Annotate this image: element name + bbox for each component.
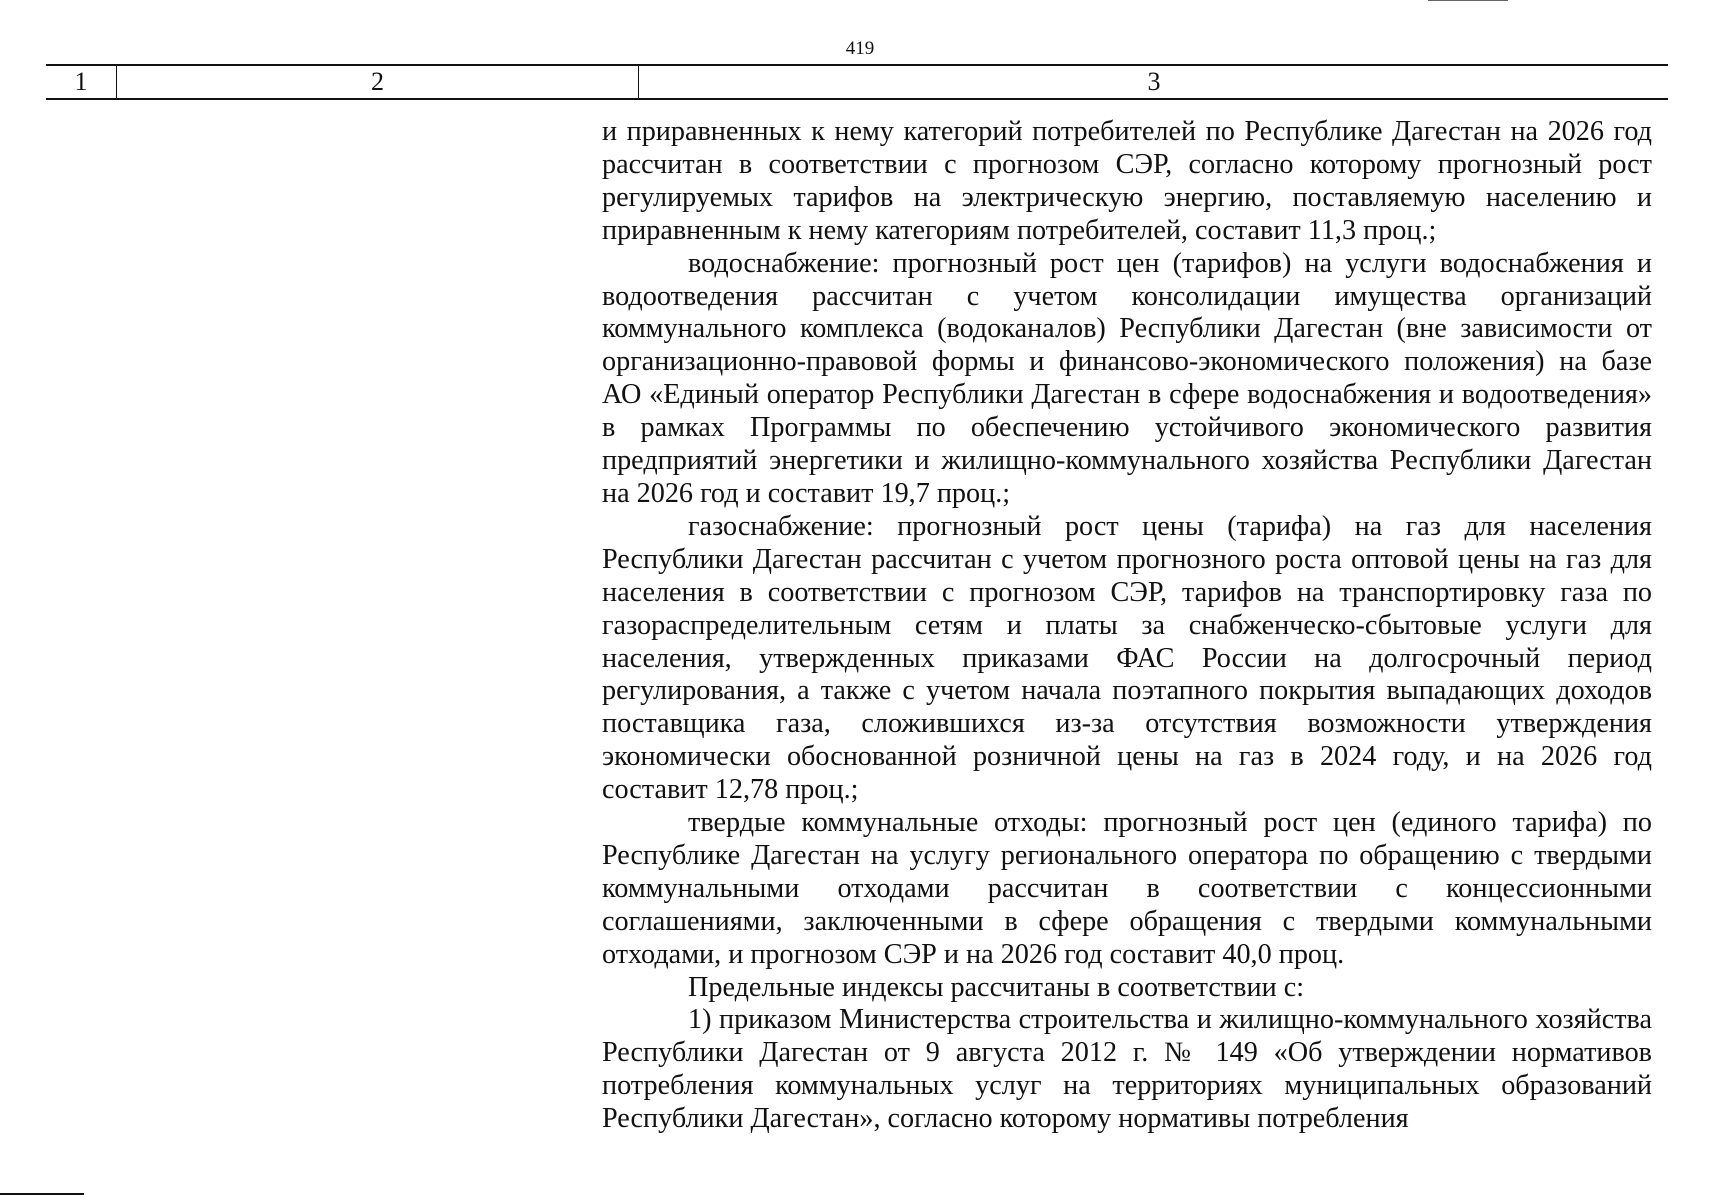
paragraph-water-supply: водоснабжение: прогнозный рост цен (тарифов) на услуги водоснабжения и водоотведения рассчитан с учетом консолидации имущества организаций коммунального комплекса (водоканалов) Республики Дагестан (вне зависимости от организационно-правовой формы и финансово-экономического положения) на базе АО «Единый оператор Республики Дагестан в сфере водоснабжения и водоотведения» в рамках Программы по обеспечению устойчивого экономического развития предприятий энергетики и жилищно-коммунального хозяйства Республики Дагестан на 2026 год и составит 19,7 проц.; xyxy=(602,247,1652,509)
paragraph-gas-supply: газоснабжение: прогнозный рост цены (тарифа) на газ для населения Республики Дагестан рассчитан с учетом прогнозного роста оптовой цены на газ для населения в соответствии с прогнозом СЭР, тарифов на транспортировку газа по газораспределительным сетям и платы за снабженческо-сбытовые услуги для населения, утвержденных приказами ФАС России на долгосрочный период регулирования, а также с учетом начала поэтапного покрытия выпадающих доходов поставщика газа, сложившихся из-за отсутствия возможности утверждения экономически обоснованной розничной цены на газ в 2024 году, и на 2026 год составит 12,78 проц.; xyxy=(602,510,1652,806)
page-number: 419 xyxy=(845,38,875,59)
column-header-2: 2 xyxy=(117,66,639,98)
document-body xyxy=(602,116,1652,1136)
paragraph-solid-waste: твердые коммунальные отходы: прогнозный рост цен (единого тарифа) по Республике Дагестан на услугу регионального оператора по обращению с твердыми коммунальными отходами рассчитан в соответствии с концессионными соглашениями, заключенными в сфере обращения с твердыми коммунальными отходами, и прогнозом СЭР и на 2026 год составит 40,0 проц. xyxy=(602,807,1652,970)
paragraph-list-item-1: 1) приказом Министерства строительства и жилищно-коммунального хозяйства Республики Дагестан от 9 августа 2012 г. № 149 «Об утверждении нормативов потребления коммунальных услуг на территориях муниципальных образований Республики Дагестан», согласно которому нормативы потребления xyxy=(602,1004,1652,1135)
column-header-1: 1 xyxy=(46,66,117,98)
scan-edge-mark-top-right xyxy=(1428,0,1508,1)
paragraph-electricity-continuation: и приравненных к нему категорий потребителей по Республике Дагестан на 2026 год рассчитан в соответствии с прогнозом СЭР, согласно которому прогнозный рост регулируемых тарифов на электрическую энергию, поставляемую населению и приравненным к нему категориям потребителей, составит 11,3 проц.; xyxy=(602,116,1652,246)
table-header-row xyxy=(46,64,1668,100)
scan-edge-mark-bottom-left xyxy=(0,1193,84,1195)
paragraph-limit-indexes-intro: Предельные индексы рассчитаны в соответствии с: xyxy=(688,971,1305,1003)
column-header-3: 3 xyxy=(1147,67,1161,96)
